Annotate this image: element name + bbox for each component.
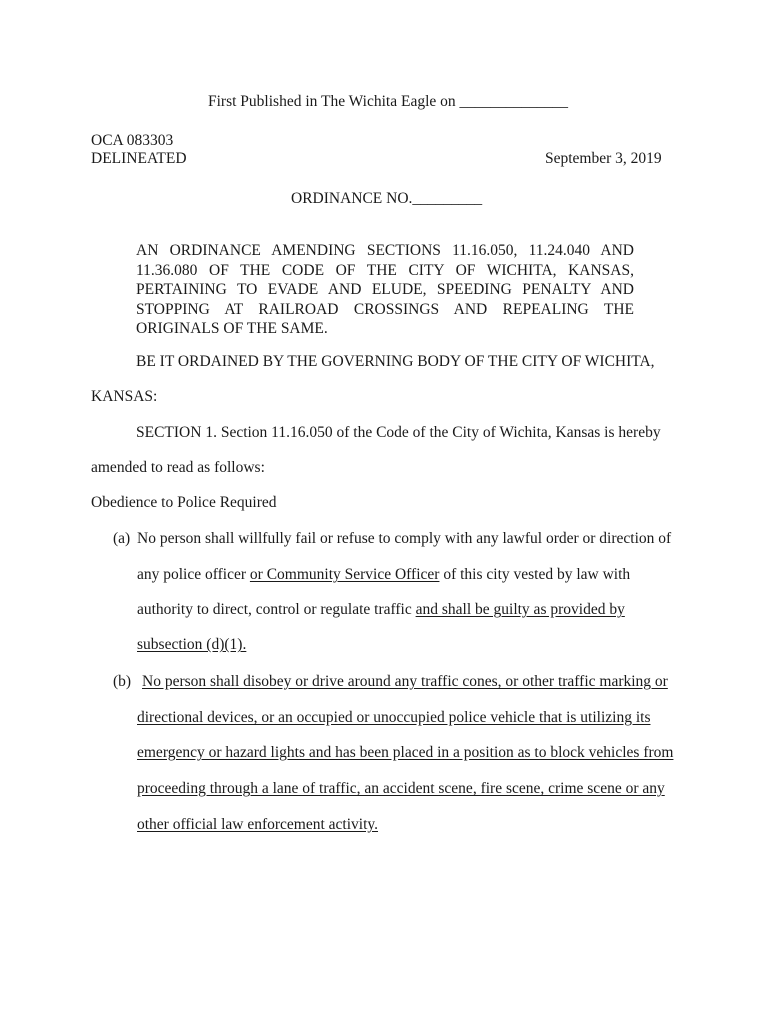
item-a-line3 [137, 601, 625, 619]
delineated-label: DELINEATED [91, 150, 187, 167]
item-b-line5: other official law enforcement activity. [137, 816, 379, 833]
section1-line1: SECTION 1. Section 11.16.050 of the Code of the City of Wichita, Kansas is hereby [136, 424, 661, 441]
section-heading: Obedience to Police Required [91, 494, 277, 511]
item-a-line1: No person shall willfully fail or refuse to comply with any lawful order or direction of [137, 530, 672, 547]
item-b-line3: emergency or hazard lights and has been placed in a position as to block vehicles from [137, 744, 674, 761]
item-b-line2: directional devices, or an occupied or unoccupied police vehicle that is utilizing its [137, 709, 651, 726]
item-a-marker: (a) [113, 530, 131, 547]
item-a-line2-text: any police officer [137, 566, 250, 583]
published-date-blank: ______________ [459, 93, 569, 110]
enacting-clause-line2: KANSAS: [91, 388, 158, 405]
ordinance-number-line [291, 190, 482, 208]
ordinance-number-label: ORDINANCE NO. [291, 190, 413, 207]
enacting-clause-line1: BE IT ORDAINED BY THE GOVERNING BODY OF THE CITY OF WICHITA, [136, 353, 655, 370]
oca-number: OCA 083303 [91, 132, 174, 149]
item-a-line4: subsection (d)(1). [137, 636, 247, 653]
item-a-line3-text: authority to direct, control or regulate traffic [137, 601, 416, 618]
item-b-line1: No person shall disobey or drive around any traffic cones, or other traffic marking or [142, 673, 668, 690]
item-a-line2 [137, 566, 630, 584]
item-b-line4: proceeding through a lane of traffic, an accident scene, fire scene, crime scene or any [137, 780, 665, 797]
ordinance-title: AN ORDINANCE AMENDING SECTIONS 11.16.050, 11.24.040 AND 11.36.080 OF THE CODE OF THE CITY OF WICHITA, KANSAS, PERTAINING TO EVADE AND ELUDE, SPEEDING PENALTY AND STOPPING AT RAILROAD CROSSINGS AND REPEALING THE ORIGINALS OF THE SAME. [136, 242, 634, 337]
published-line [208, 93, 568, 111]
item-b-marker: (b) [113, 673, 132, 690]
published-text: First Published in The Wichita Eagle on [208, 93, 456, 110]
ordinance-number-blank: _________ [412, 190, 483, 207]
item-a-inserted-text: or Community Service Officer [249, 566, 440, 583]
item-a-inserted-penalty: and shall be guilty as provided by [415, 601, 625, 618]
section1-line2: amended to read as follows: [91, 459, 265, 476]
ordinance-date: September 3, 2019 [545, 150, 662, 167]
item-a-line2-tail: of this city vested by law with [439, 566, 631, 583]
